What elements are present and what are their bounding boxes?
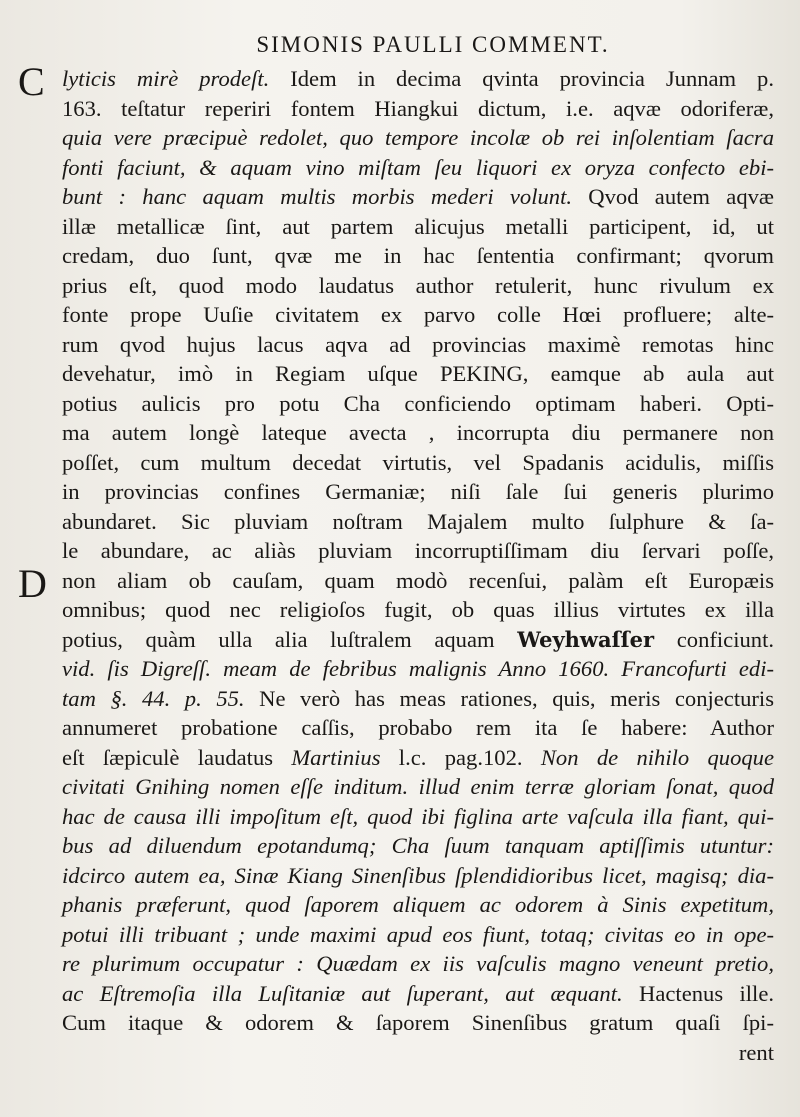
italic-segment: Quædam ex iis vaſculis magno veneunt pretio, <box>303 951 774 976</box>
roman-segment: 163. teſtatur reperiri fontem Hiangkui dictum, i.e. aqvæ odoriferæ, <box>62 95 774 121</box>
roman-segment: Cum itaque & odorem & ſaporem Sinenſibus gratum quaſi ſpi- <box>62 1010 774 1035</box>
roman-segment: Qvod autem aqvæ <box>572 184 774 209</box>
italic-segment: bunt : hanc aquam multis morbis mederi volunt. <box>62 184 573 209</box>
italic-segment: Martinius <box>291 744 381 770</box>
text-line <box>62 477 774 507</box>
text-line <box>62 831 774 861</box>
roman-segment: rum qvod hujus lacus aqva ad provincias maximè remotas hinc <box>62 331 774 357</box>
text-line <box>62 802 774 832</box>
text-line <box>62 1038 774 1068</box>
italic-segment: ac Eſtremoſia illa Luſitaniæ aut ſuperant, aut æquant. <box>62 980 623 1006</box>
roman-segment: poſſet, cum multum decedat virtutis, vel Spadanis acidulis, miſſis <box>62 449 774 475</box>
text-line <box>62 507 774 537</box>
blackletter-word: Weyhwaſſer <box>517 626 655 652</box>
initial-letter-d: D <box>18 561 47 606</box>
roman-segment: omnibus; quod nec religioſos fugit, ob quas illius virtutes ex illa <box>62 597 774 622</box>
text-line <box>62 743 774 773</box>
text-line <box>62 212 774 242</box>
italic-segment: Non de nihilo quoque <box>540 744 774 770</box>
roman-segment: prius eſt, quod modo laudatus author retulerit, hunc rivulum ex <box>62 272 774 298</box>
text-line <box>62 713 774 743</box>
roman-segment: abundaret. Sic pluviam noſtram Majalem multo ſulphure & ſa- <box>62 508 774 534</box>
text-line <box>62 536 774 566</box>
text-line <box>62 123 774 153</box>
italic-segment: potui illi tribuant ; unde maximi apud eos fiunt, totaq; civitas eo in ope- <box>62 921 774 947</box>
italic-segment: idcirco autem ea, Sinæ Kiang Sinenſibus ſplendidioribus licet, magisq; dia- <box>62 862 774 888</box>
italic-segment: bus ad diluendum epotandumq; Cha ſuum tanquam aptiſſimis utuntur: <box>62 833 774 858</box>
roman-segment: potius, quàm ulla alia luſtralem aquam <box>62 626 518 652</box>
italic-segment: fonti faciunt, & aquam vino miſtam ſeu liquori ex oryza confecto ebi- <box>62 154 774 180</box>
roman-segment: devehatur, imò in Regiam uſque PEKING, eamque ab aula aut <box>62 361 774 386</box>
text-line <box>62 389 774 419</box>
text-line <box>62 94 774 124</box>
text-line <box>62 684 774 714</box>
italic-segment: phanis præferunt, quod ſaporem aliquem ac odorem à Sinis expetitum, <box>62 892 774 917</box>
text-line <box>62 920 774 950</box>
text-line <box>62 359 774 389</box>
text-line <box>62 566 774 596</box>
roman-segment: conficiunt. <box>654 626 774 652</box>
roman-segment: in provincias confines Germaniæ; niſi ſale ſui generis plurimo <box>62 479 774 504</box>
italic-segment: quia vere præcipuè redolet, quo tempore incolæ ob rei inſolentiam ſacra <box>62 125 774 150</box>
roman-segment: non aliam ob cauſam, quam modò recenſui, palàm eſt Europæis <box>62 567 774 593</box>
roman-segment: illæ metallicæ ſint, aut partem alicujus metalli participent, id, ut <box>62 213 774 239</box>
italic-segment: re plurimum occupatur : <box>62 951 304 976</box>
roman-segment: rent <box>738 1039 774 1065</box>
roman-segment: fonte prope Uuſie civitatem ex parvo colle Hœi profluere; alte- <box>62 302 774 327</box>
text-line <box>62 772 774 802</box>
italic-segment: tam §. 44. p. 55. <box>62 685 245 711</box>
text-line <box>62 890 774 920</box>
roman-segment: annumeret probatione caſſis, probabo rem ita ſe habere: Author <box>62 715 774 740</box>
text-line <box>62 182 774 212</box>
roman-segment: l.c. pag.102. <box>380 744 541 770</box>
italic-segment: civitati Gnihing nomen eſſe inditum. illud enim terræ gloriam ſonat, quod <box>62 774 774 799</box>
body-text <box>18 59 775 1067</box>
text-line <box>62 979 774 1009</box>
text-line <box>62 153 774 183</box>
text-line <box>62 241 774 271</box>
roman-segment: credam, duo ſunt, qvæ me in hac ſententia confirmant; qvorum <box>62 243 774 268</box>
running-head: SIMONIS PAULLI COMMENT. <box>256 32 610 57</box>
italic-segment: hac de causa illi impoſitum eſt, quod ibi figlina arte vaſcula illa fiant, qui- <box>62 803 774 829</box>
text-line <box>62 595 774 625</box>
italic-segment: vid. ſis Digreſſ. meam de febribus malignis Anno 1660. Francofurti edi- <box>62 656 774 681</box>
roman-segment: potius aulicis pro potu Cha conficiendo optimam haberi. Opti- <box>62 390 774 416</box>
roman-segment: Idem in decima qvinta provincia Junnam p. <box>269 66 775 91</box>
text-line <box>62 448 774 478</box>
italic-segment: lyticis mirè prodeſt. <box>62 66 270 91</box>
initial-letter-c: C <box>18 59 45 104</box>
text-line <box>62 949 774 979</box>
roman-segment: le abundare, ac aliàs pluviam incorruptiſſimam diu ſervari poſſe, <box>62 538 774 563</box>
text-line <box>62 64 774 94</box>
text-line <box>62 300 774 330</box>
roman-segment: Hactenus ille. <box>622 980 774 1006</box>
text-line <box>62 271 774 301</box>
text-line <box>62 1008 774 1038</box>
text-line <box>62 330 774 360</box>
text-line <box>62 654 774 684</box>
text-line <box>62 625 774 655</box>
roman-segment: ma autem longè lateque avecta , incorrupta diu permanere non <box>62 420 774 445</box>
text-line <box>62 861 774 891</box>
roman-segment: Ne verò has meas rationes, quis, meris conjecturis <box>244 685 774 711</box>
text-line <box>62 418 774 448</box>
roman-segment: eſt ſæpiculè laudatus <box>62 744 292 770</box>
